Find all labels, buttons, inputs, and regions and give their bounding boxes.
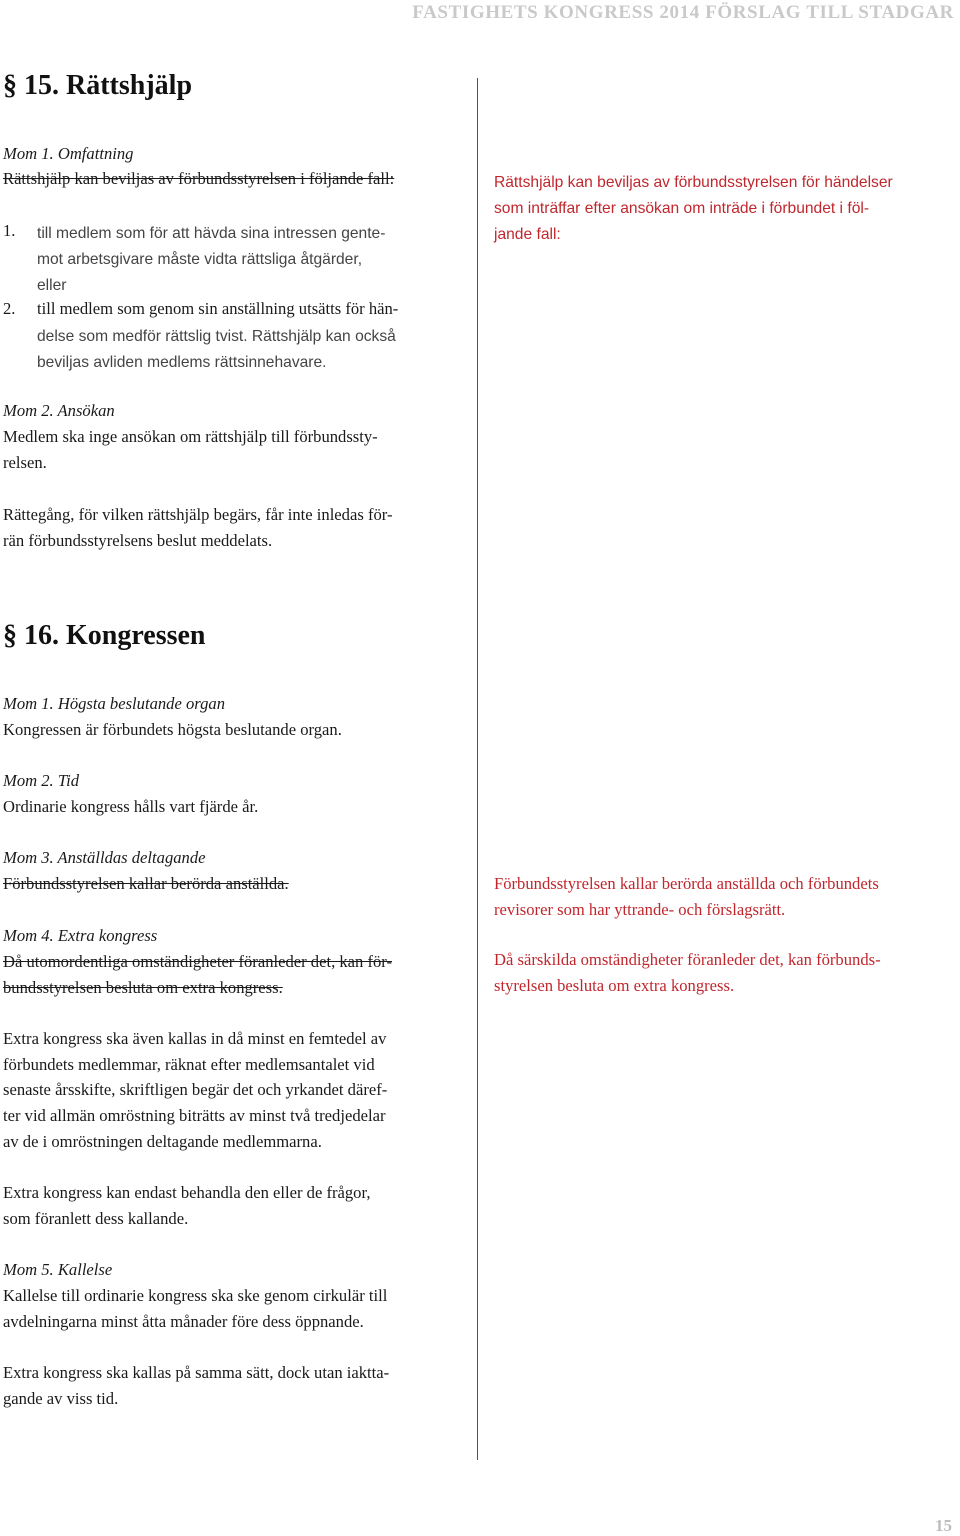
s16-mom4-new-text: Då särskilda omständigheter föranleder det, kan förbunds- (494, 950, 881, 969)
s16-mom3-new-text: revisorer som har yttrande- och förslagsrätt. (494, 900, 786, 919)
s16-mom4-struck-text: Då utomordentliga omständigheter föranleder det, kan för- (3, 952, 393, 971)
s16-mom2-text: Ordinarie kongress hålls vart fjärde år. (3, 797, 259, 816)
s15-mom2-paragraph-line: rän förbundsstyrelsens beslut meddelats. (3, 531, 273, 550)
s16-mom5-line: avdelningarna minst åtta månader före dess öppnande. (3, 1312, 364, 1331)
s15-mom2-paragraph-line: Rättegång, för vilken rättshjälp begärs, får inte inledas för- (3, 505, 393, 524)
s15-item2-line: beviljas avliden medlems rättsinnehavare. (37, 354, 327, 371)
s16-mom4-paragraph-line: förbundets medlemmar, räknat efter medlemsantalet vid (3, 1055, 375, 1074)
s16-mom5-title: Mom 5. Kallelse (3, 1260, 113, 1279)
s16-mom4-paragraph-line: senaste årsskifte, skriftligen begär det och yrkandet däref- (3, 1080, 388, 1099)
s15-item2-line: delse som medför rättslig tvist. Rättshjälp kan också (37, 328, 396, 345)
s15-item2-number: 2. (3, 299, 16, 318)
s16-mom4-paragraph-line: Extra kongress kan endast behandla den eller de frågor, (3, 1183, 371, 1202)
s16-mom3-title: Mom 3. Anställdas deltagande (3, 848, 206, 867)
s15-mom1-title: Mom 1. Omfattning (3, 144, 134, 163)
s16-mom4-paragraph-line: Extra kongress ska även kallas in då minst en femtedel av (3, 1029, 387, 1048)
s16-mom4-paragraph-line: av de i omröstningen deltagande medlemmarna. (3, 1132, 322, 1151)
s15-mom1-new-text: som inträffar efter ansökan om inträde i förbundet i föl- (494, 200, 870, 217)
s16-mom4-new-text: styrelsen besluta om extra kongress. (494, 976, 735, 995)
s15-item1-line: eller (37, 277, 67, 294)
s15-item1-number: 1. (3, 221, 16, 240)
s16-mom4-struck-text: bundsstyrelsen besluta om extra kongress. (3, 978, 283, 997)
s16-mom1-text: Kongressen är förbundets högsta beslutande organ. (3, 720, 342, 739)
s16-mom3-new-text: Förbundsstyrelsen kallar berörda anställda och förbundets (494, 874, 879, 893)
s16-mom5-paragraph-line: Extra kongress ska kallas på samma sätt, dock utan iaktta- (3, 1363, 390, 1382)
s16-mom1-title: Mom 1. Högsta beslutande organ (3, 694, 226, 713)
s16-mom3-struck-text: Förbundsstyrelsen kallar berörda anställda. (3, 874, 289, 893)
s15-mom2-line: Medlem ska inge ansökan om rättshjälp till förbundssty- (3, 427, 378, 446)
s16-mom2-title: Mom 2. Tid (3, 771, 80, 790)
s16-mom5-paragraph-line: gande av viss tid. (3, 1389, 119, 1408)
s16-mom4-paragraph-line: ter vid allmän omröstning biträtts av minst två tredjedelar (3, 1106, 386, 1125)
s15-item1-line: till medlem som för att hävda sina intressen gente- (37, 225, 386, 242)
s15-mom2-title: Mom 2. Ansökan (3, 401, 115, 420)
section-16-heading: § 16. Kongressen (3, 620, 206, 651)
s15-mom1-new-text: Rättshjälp kan beviljas av förbundsstyrelsen för händelser (494, 174, 893, 191)
s15-item1-line: mot arbetsgivare måste vidta rättsliga åtgärder, (37, 251, 363, 268)
s16-mom5-line: Kallelse till ordinarie kongress ska ske genom cirkulär till (3, 1286, 388, 1305)
page-number: 15 (935, 1516, 952, 1535)
s16-mom4-paragraph-line: som föranlett dess kallande. (3, 1209, 189, 1228)
s15-item2-line: till medlem som genom sin anställning utsätts för hän- (37, 299, 399, 318)
running-header: FASTIGHETS KONGRESS 2014 FÖRSLAG TILL STADGAR (412, 2, 954, 23)
section-15-heading: § 15. Rättshjälp (3, 70, 193, 101)
s15-mom1-new-text: jande fall: (494, 226, 561, 243)
column-divider (477, 78, 478, 1460)
s15-mom2-line: relsen. (3, 453, 47, 472)
s16-mom4-title: Mom 4. Extra kongress (3, 926, 158, 945)
s15-mom1-struck-text: Rättshjälp kan beviljas av förbundsstyrelsen i följande fall: (3, 169, 395, 188)
